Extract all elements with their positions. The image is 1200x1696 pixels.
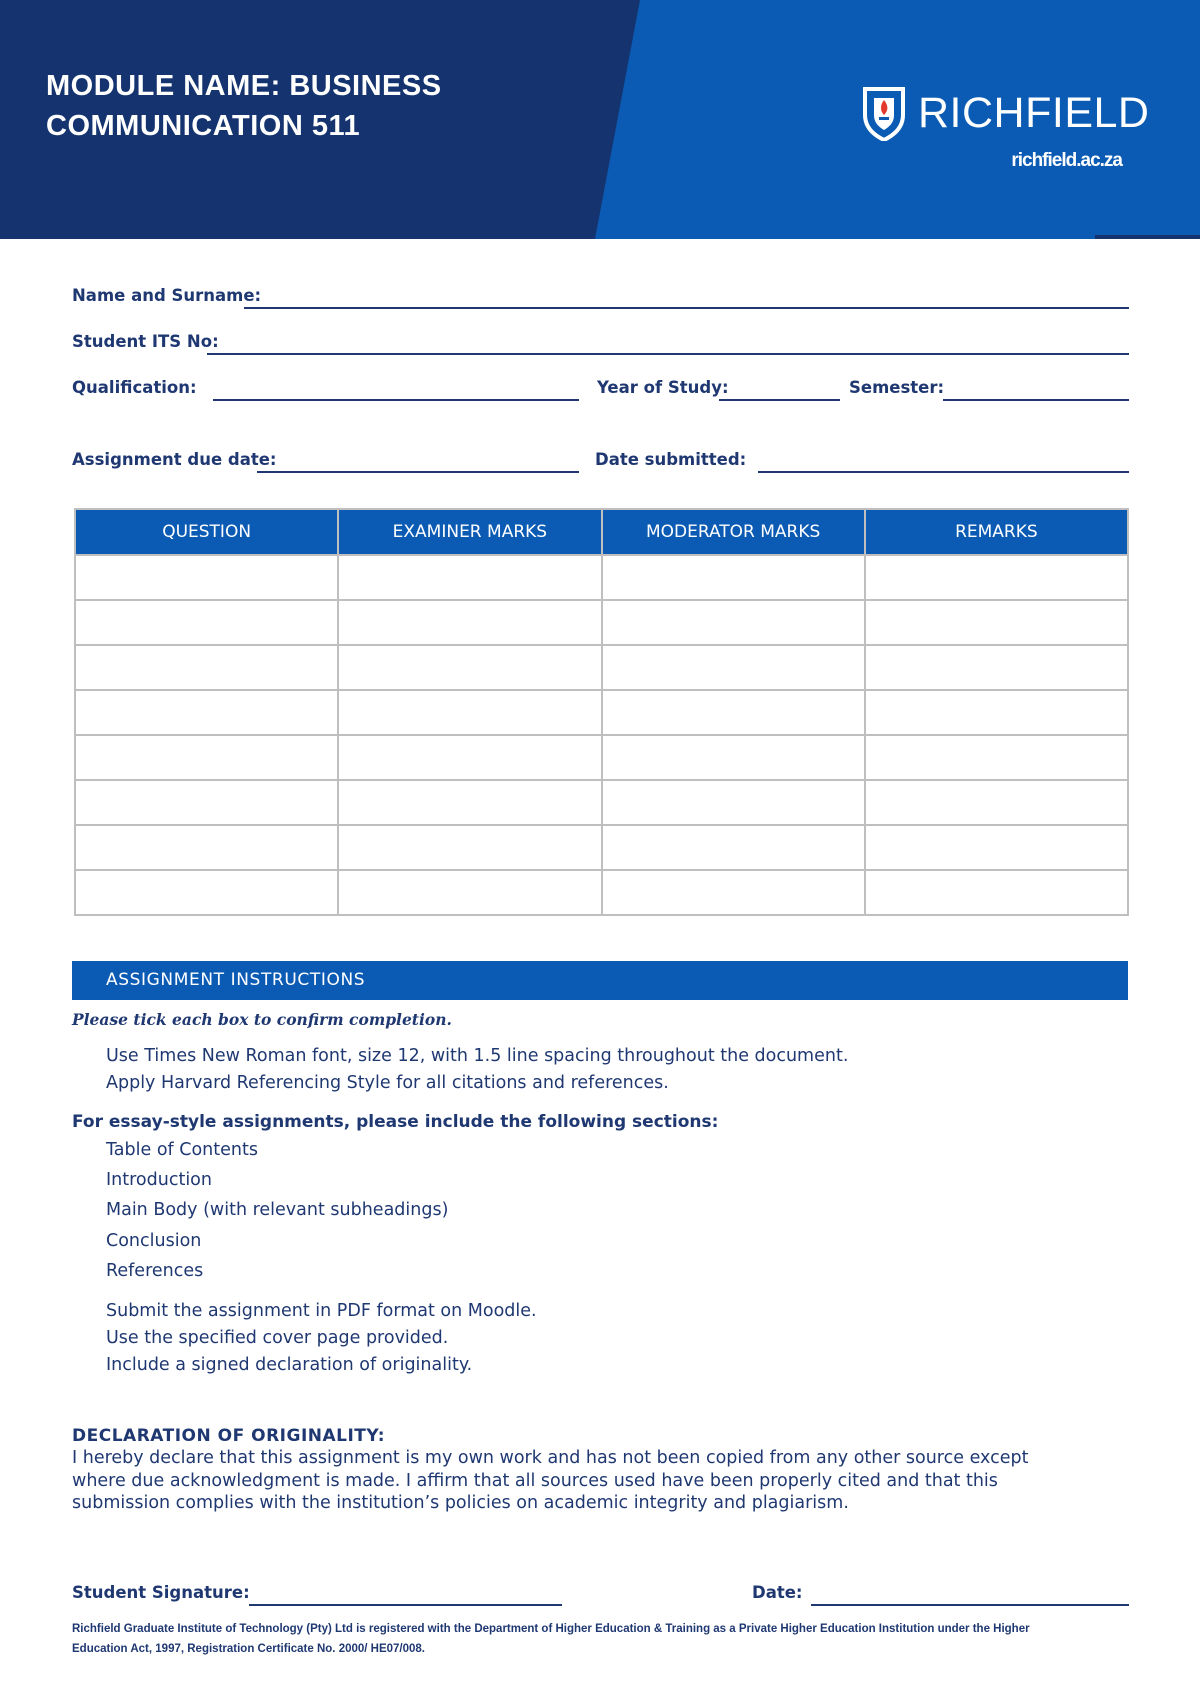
section-item: References	[106, 1261, 204, 1281]
table-cell[interactable]	[338, 555, 601, 600]
footer-note: Richfield Graduate Institute of Technology (Pty) Ltd is registered with the Department of Higher Education & Training as a Private Higher Education Institution under the Higher Education Act, 1997, Registration Certificate No. 2000/ HE07/008.	[72, 1623, 1030, 1655]
formatting-item: Apply Harvard Referencing Style for all citations and references.	[106, 1073, 669, 1093]
submitted-label: Date submitted:	[595, 450, 747, 469]
due-date-field	[72, 443, 579, 473]
table-cell[interactable]	[602, 870, 865, 915]
instructions-banner: ASSIGNMENT INSTRUCTIONS	[72, 961, 1128, 1000]
header-accent-strip	[1095, 235, 1200, 239]
name-line[interactable]	[244, 307, 1129, 309]
table-cell[interactable]	[338, 780, 601, 825]
table-cell[interactable]	[865, 735, 1128, 780]
submission-item: Include a signed declaration of originality.	[106, 1355, 473, 1375]
submitted-field	[595, 443, 1129, 473]
col-examiner-marks: EXAMINER MARKS	[338, 509, 601, 555]
table-cell[interactable]	[75, 645, 338, 690]
table-cell[interactable]	[602, 825, 865, 870]
table-cell[interactable]	[865, 780, 1128, 825]
qualification-field	[72, 371, 579, 401]
name-field	[72, 279, 1129, 309]
qualification-label: Qualification:	[72, 378, 197, 397]
declaration-title: DECLARATION OF ORIGINALITY:	[72, 1426, 386, 1446]
due-date-line[interactable]	[257, 471, 579, 473]
date-label: Date:	[752, 1583, 803, 1602]
name-label: Name and Surname:	[72, 286, 262, 305]
signature-field	[72, 1576, 562, 1606]
marks-table	[74, 508, 1129, 916]
table-cell[interactable]	[602, 645, 865, 690]
table-cell[interactable]	[865, 600, 1128, 645]
table-cell[interactable]	[75, 690, 338, 735]
date-field	[752, 1576, 1129, 1606]
its-label: Student ITS No:	[72, 332, 219, 351]
table-cell[interactable]	[338, 870, 601, 915]
table-cell[interactable]	[865, 645, 1128, 690]
table-cell[interactable]	[338, 735, 601, 780]
signature-label: Student Signature:	[72, 1583, 250, 1602]
table-cell[interactable]	[602, 690, 865, 735]
section-item: Main Body (with relevant subheadings)	[106, 1200, 449, 1220]
table-cell[interactable]	[865, 690, 1128, 735]
table-cell[interactable]	[75, 825, 338, 870]
semester-label: Semester:	[849, 378, 945, 397]
year-field	[597, 371, 840, 401]
table-cell[interactable]	[75, 870, 338, 915]
logo-wordmark: RICHFIELD	[918, 89, 1150, 137]
submission-item: Use the specified cover page provided.	[106, 1328, 449, 1348]
semester-line[interactable]	[943, 399, 1129, 401]
its-field	[72, 325, 1129, 355]
header-banner	[0, 0, 1200, 239]
date-line[interactable]	[811, 1604, 1129, 1606]
semester-field	[849, 371, 1129, 401]
table-cell[interactable]	[865, 825, 1128, 870]
col-moderator-marks: MODERATOR MARKS	[602, 509, 865, 555]
formatting-item: Use Times New Roman font, size 12, with 1.5 line spacing throughout the document.	[106, 1046, 849, 1066]
table-cell[interactable]	[75, 780, 338, 825]
module-title: MODULE NAME: BUSINESS COMMUNICATION 511	[46, 70, 442, 142]
table-cell[interactable]	[338, 600, 601, 645]
table-cell[interactable]	[602, 735, 865, 780]
table-row	[75, 735, 1128, 780]
due-date-label: Assignment due date:	[72, 450, 277, 469]
table-cell[interactable]	[338, 825, 601, 870]
col-remarks: REMARKS	[865, 509, 1128, 555]
submission-item: Submit the assignment in PDF format on Moodle.	[106, 1301, 537, 1321]
table-cell[interactable]	[338, 645, 601, 690]
website-url: richfield.ac.za	[1011, 150, 1122, 171]
table-cell[interactable]	[338, 690, 601, 735]
table-row	[75, 690, 1128, 735]
section-item: Table of Contents	[106, 1140, 258, 1160]
table-row	[75, 825, 1128, 870]
table-row	[75, 555, 1128, 600]
section-item: Conclusion	[106, 1231, 202, 1251]
table-cell[interactable]	[602, 555, 865, 600]
table-cell[interactable]	[75, 555, 338, 600]
section-item: Introduction	[106, 1170, 212, 1190]
year-label: Year of Study:	[597, 378, 729, 397]
qualification-line[interactable]	[213, 399, 579, 401]
table-row	[75, 645, 1128, 690]
table-row	[75, 870, 1128, 915]
tick-note: Please tick each box to confirm completion.	[72, 1010, 452, 1029]
table-row	[75, 600, 1128, 645]
table-cell[interactable]	[75, 600, 338, 645]
table-cell[interactable]	[75, 735, 338, 780]
its-line[interactable]	[207, 353, 1129, 355]
col-question: QUESTION	[75, 509, 338, 555]
table-row	[75, 780, 1128, 825]
table-cell[interactable]	[602, 600, 865, 645]
shield-icon	[862, 85, 906, 141]
table-cell[interactable]	[602, 780, 865, 825]
submitted-line[interactable]	[758, 471, 1129, 473]
table-cell[interactable]	[865, 870, 1128, 915]
marks-table-header	[75, 509, 1128, 555]
essay-heading: For essay-style assignments, please include the following sections:	[72, 1112, 719, 1132]
year-line[interactable]	[719, 399, 840, 401]
table-cell[interactable]	[865, 555, 1128, 600]
signature-line[interactable]	[249, 1604, 562, 1606]
richfield-logo	[862, 85, 1150, 145]
declaration-body: I hereby declare that this assignment is my own work and has not been copied from any other source except where due acknowledgment is made. I affirm that all sources used have been properly cited and that this submission complies with the institution’s policies on academic integrity and plagiarism.	[72, 1448, 1029, 1513]
